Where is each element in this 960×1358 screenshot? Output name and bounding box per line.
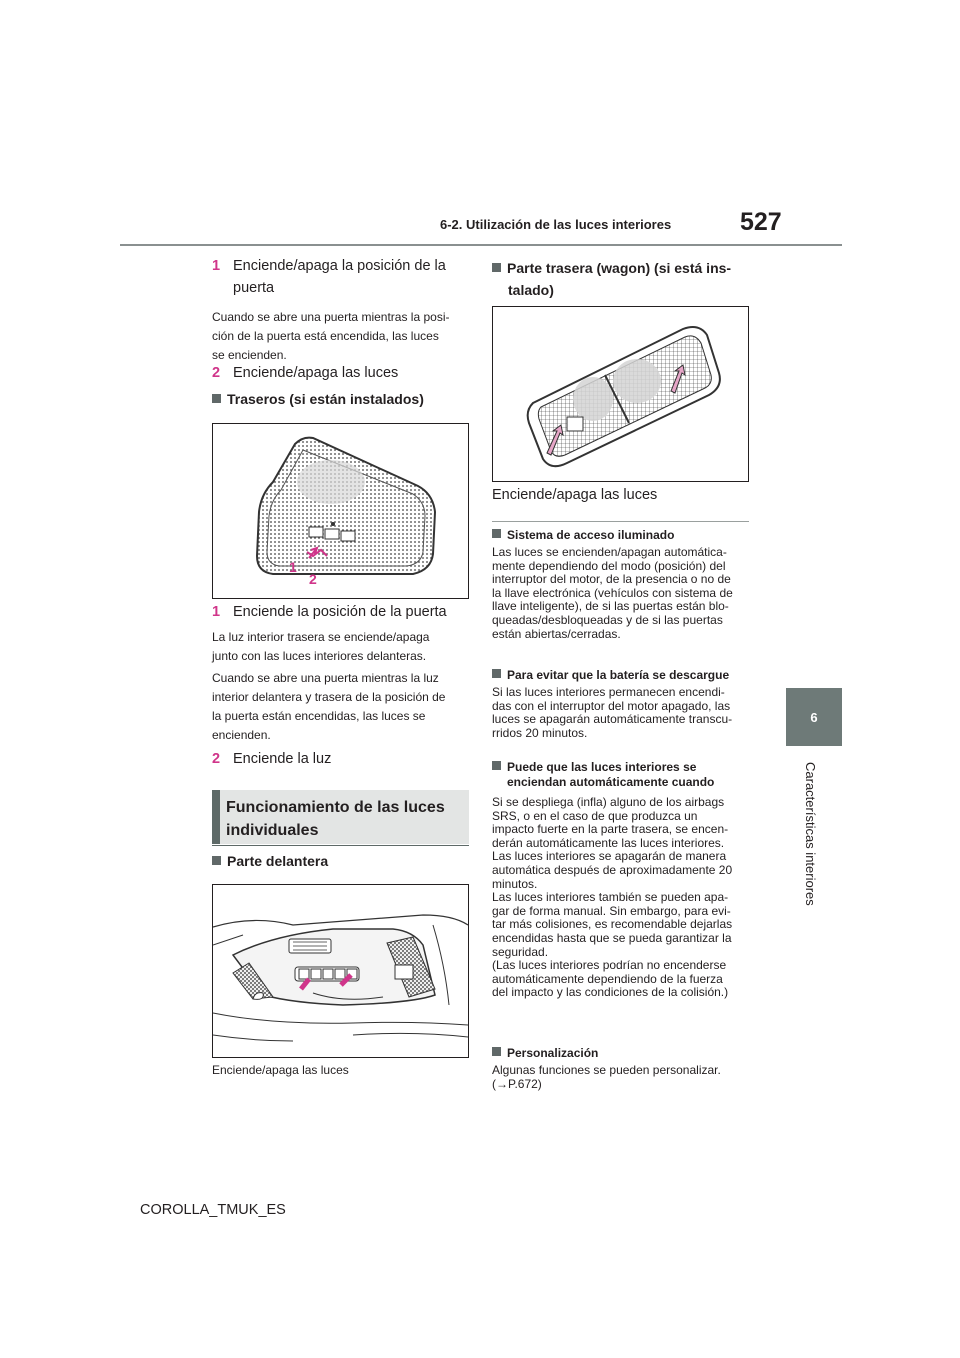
step-1-text-cont: puerta (233, 280, 275, 296)
text-line: la llave electrónica (vehículos con sistema de (492, 585, 733, 600)
step-4 (212, 748, 332, 770)
text-line: automática después de aproximadamente 20 (492, 862, 733, 877)
chapter-title: Características interiores (803, 762, 818, 906)
text-line: La luz interior trasera se enciende/apaga (212, 630, 430, 644)
running-header-section: 6-2. Utilización de las luces interiores (440, 217, 672, 232)
text-line: la puerta están encendidas, las luces se (212, 709, 426, 723)
figure-front-caption: Enciende/apaga las luces (212, 1063, 349, 1077)
square-bullet-icon (492, 1047, 501, 1056)
notes-divider (492, 521, 749, 522)
text-line: Si las luces interiores permanecen encendi- (492, 685, 725, 699)
text-line: SRS, o en el caso de que produzca un (492, 808, 698, 823)
rear-heading-text: Traseros (si están instalados) (227, 391, 424, 407)
text-line: del impacto y las condiciones de la colisión.) (492, 985, 729, 1000)
square-bullet-icon (492, 529, 501, 538)
note-body (492, 796, 754, 1000)
front-heading-text: Parte delantera (227, 853, 329, 869)
section-title (226, 796, 445, 842)
text-line: seguridad. (492, 944, 549, 959)
text-line: derán automáticamente las luces interiores. (492, 835, 725, 850)
text-line: ción de la puerta está encendida, las luces (212, 329, 439, 343)
text-line: queadas/desbloqueadas y de si las puertas (492, 612, 723, 627)
step-text: Enciende/apaga las luces (233, 365, 399, 381)
text-line: gar de forma manual. Sin embargo, para evi- (492, 903, 731, 918)
text-line: mente dependiendo del modo (posición) del (492, 558, 726, 573)
text-line: (Las luces interiores podrían no encenderse (492, 958, 727, 973)
text-line: Las luces se encienden/apagan automática- (492, 545, 727, 559)
text-line: Cuando se abre una puerta mientras la luz (212, 671, 439, 685)
text-line: Cuando se abre una puerta mientras la posi- (212, 310, 450, 324)
text-line: Las luces interiores también se pueden apa- (492, 890, 729, 905)
square-bullet-icon (492, 263, 501, 272)
text-line: rridos 20 minutos. (492, 725, 588, 740)
figure-rear-light (212, 423, 469, 599)
step-1 (212, 255, 446, 277)
header-rule (120, 244, 842, 246)
figure-wagon-light (492, 306, 749, 482)
text-line: junto con las luces interiores delanteras. (212, 649, 427, 663)
page-number: 527 (740, 208, 782, 236)
text-line: están abiertas/cerradas. (492, 626, 621, 641)
text-line: Si se despliega (infla) alguno de los airbags (492, 795, 725, 809)
callout-1: 1 (289, 559, 297, 575)
section-title-line: Funcionamiento de las luces (226, 799, 445, 816)
note-heading-text: Puede que las luces interiores se (507, 760, 697, 774)
text-line: encendidas hasta que se pueda garantizar la (492, 930, 732, 945)
step-2 (212, 362, 399, 384)
step-number: 2 (212, 365, 221, 381)
callout-2: 2 (309, 571, 317, 587)
text-line: minutos. (492, 876, 538, 891)
text-line: interior delantera y trasera de la posición de (212, 690, 446, 704)
note-auto-on (492, 760, 754, 1000)
text-line: encienden. (212, 728, 271, 742)
wagon-heading (492, 257, 731, 301)
step-number: 2 (212, 751, 221, 767)
square-bullet-icon (212, 394, 221, 403)
note-heading-text: enciendan automáticamente cuando (507, 775, 715, 789)
note-illuminated-entry (492, 528, 754, 641)
wagon-heading-text-cont: talado) (508, 282, 554, 298)
wagon-light-illustration (493, 307, 748, 481)
paragraph-rear-light-2 (212, 669, 445, 745)
note-heading-text: Para evitar que la batería se descargue (507, 668, 730, 682)
step-number: 1 (212, 258, 221, 274)
note-heading (492, 528, 754, 543)
note-body (492, 686, 754, 740)
paragraph-rear-light (212, 628, 429, 666)
section-heading-underline (212, 845, 469, 846)
text-line: automáticamente dependiendo de la fuerza (492, 971, 723, 986)
text-line: Algunas funciones se pueden personalizar. (492, 1063, 721, 1077)
front-heading (212, 853, 328, 869)
paragraph-door-position (212, 308, 449, 365)
figure-front-light (212, 884, 469, 1058)
text-line: luces se apagarán automáticamente transcu- (492, 712, 733, 727)
step-text: Enciende la luz (233, 751, 332, 767)
page-reference-link[interactable]: (→P.672) (492, 1076, 542, 1091)
text-line: Las luces interiores se apagarán de manera (492, 849, 727, 864)
front-console-illustration (213, 885, 468, 1057)
step-text: Enciende/apaga la posición de la (233, 258, 446, 274)
step-3 (212, 601, 447, 623)
step-number: 1 (212, 604, 221, 620)
text-line: llave inteligente), de si las puertas están blo- (492, 599, 729, 614)
figure-wagon-caption: Enciende/apaga las luces (492, 487, 658, 503)
rear-heading (212, 391, 424, 407)
step-text: Enciende la posición de la puerta (233, 604, 447, 620)
chapter-tab: 6 (786, 688, 842, 746)
text-line: interruptor del motor, de la presencia o no de (492, 572, 731, 587)
section-title-line: individuales (226, 822, 319, 839)
text-line: tar más colisiones, es recomendable dejarlas (492, 917, 733, 932)
text-line: impacto fuerte en la parte trasera, se encen- (492, 822, 729, 837)
text-line: das con el interruptor del motor apagado, las (492, 698, 731, 713)
square-bullet-icon (492, 761, 501, 770)
note-heading (492, 668, 754, 683)
note-heading (492, 1046, 754, 1061)
square-bullet-icon (212, 856, 221, 865)
section-heading-bar (212, 790, 220, 844)
note-heading-text: Personalización (507, 1046, 599, 1060)
note-personalization (492, 1046, 754, 1091)
square-bullet-icon (492, 669, 501, 678)
text-line: se encienden. (212, 348, 287, 362)
note-body (492, 546, 754, 641)
wagon-heading-text: Parte trasera (wagon) (si está ins- (507, 260, 732, 276)
section-heading-box (212, 790, 469, 844)
note-heading-text: Sistema de acceso iluminado (507, 528, 675, 542)
note-heading (492, 760, 754, 790)
document-footer: COROLLA_TMUK_ES (140, 1202, 286, 1218)
rear-light-illustration (213, 424, 468, 598)
note-battery (492, 668, 754, 740)
note-body (492, 1064, 754, 1091)
